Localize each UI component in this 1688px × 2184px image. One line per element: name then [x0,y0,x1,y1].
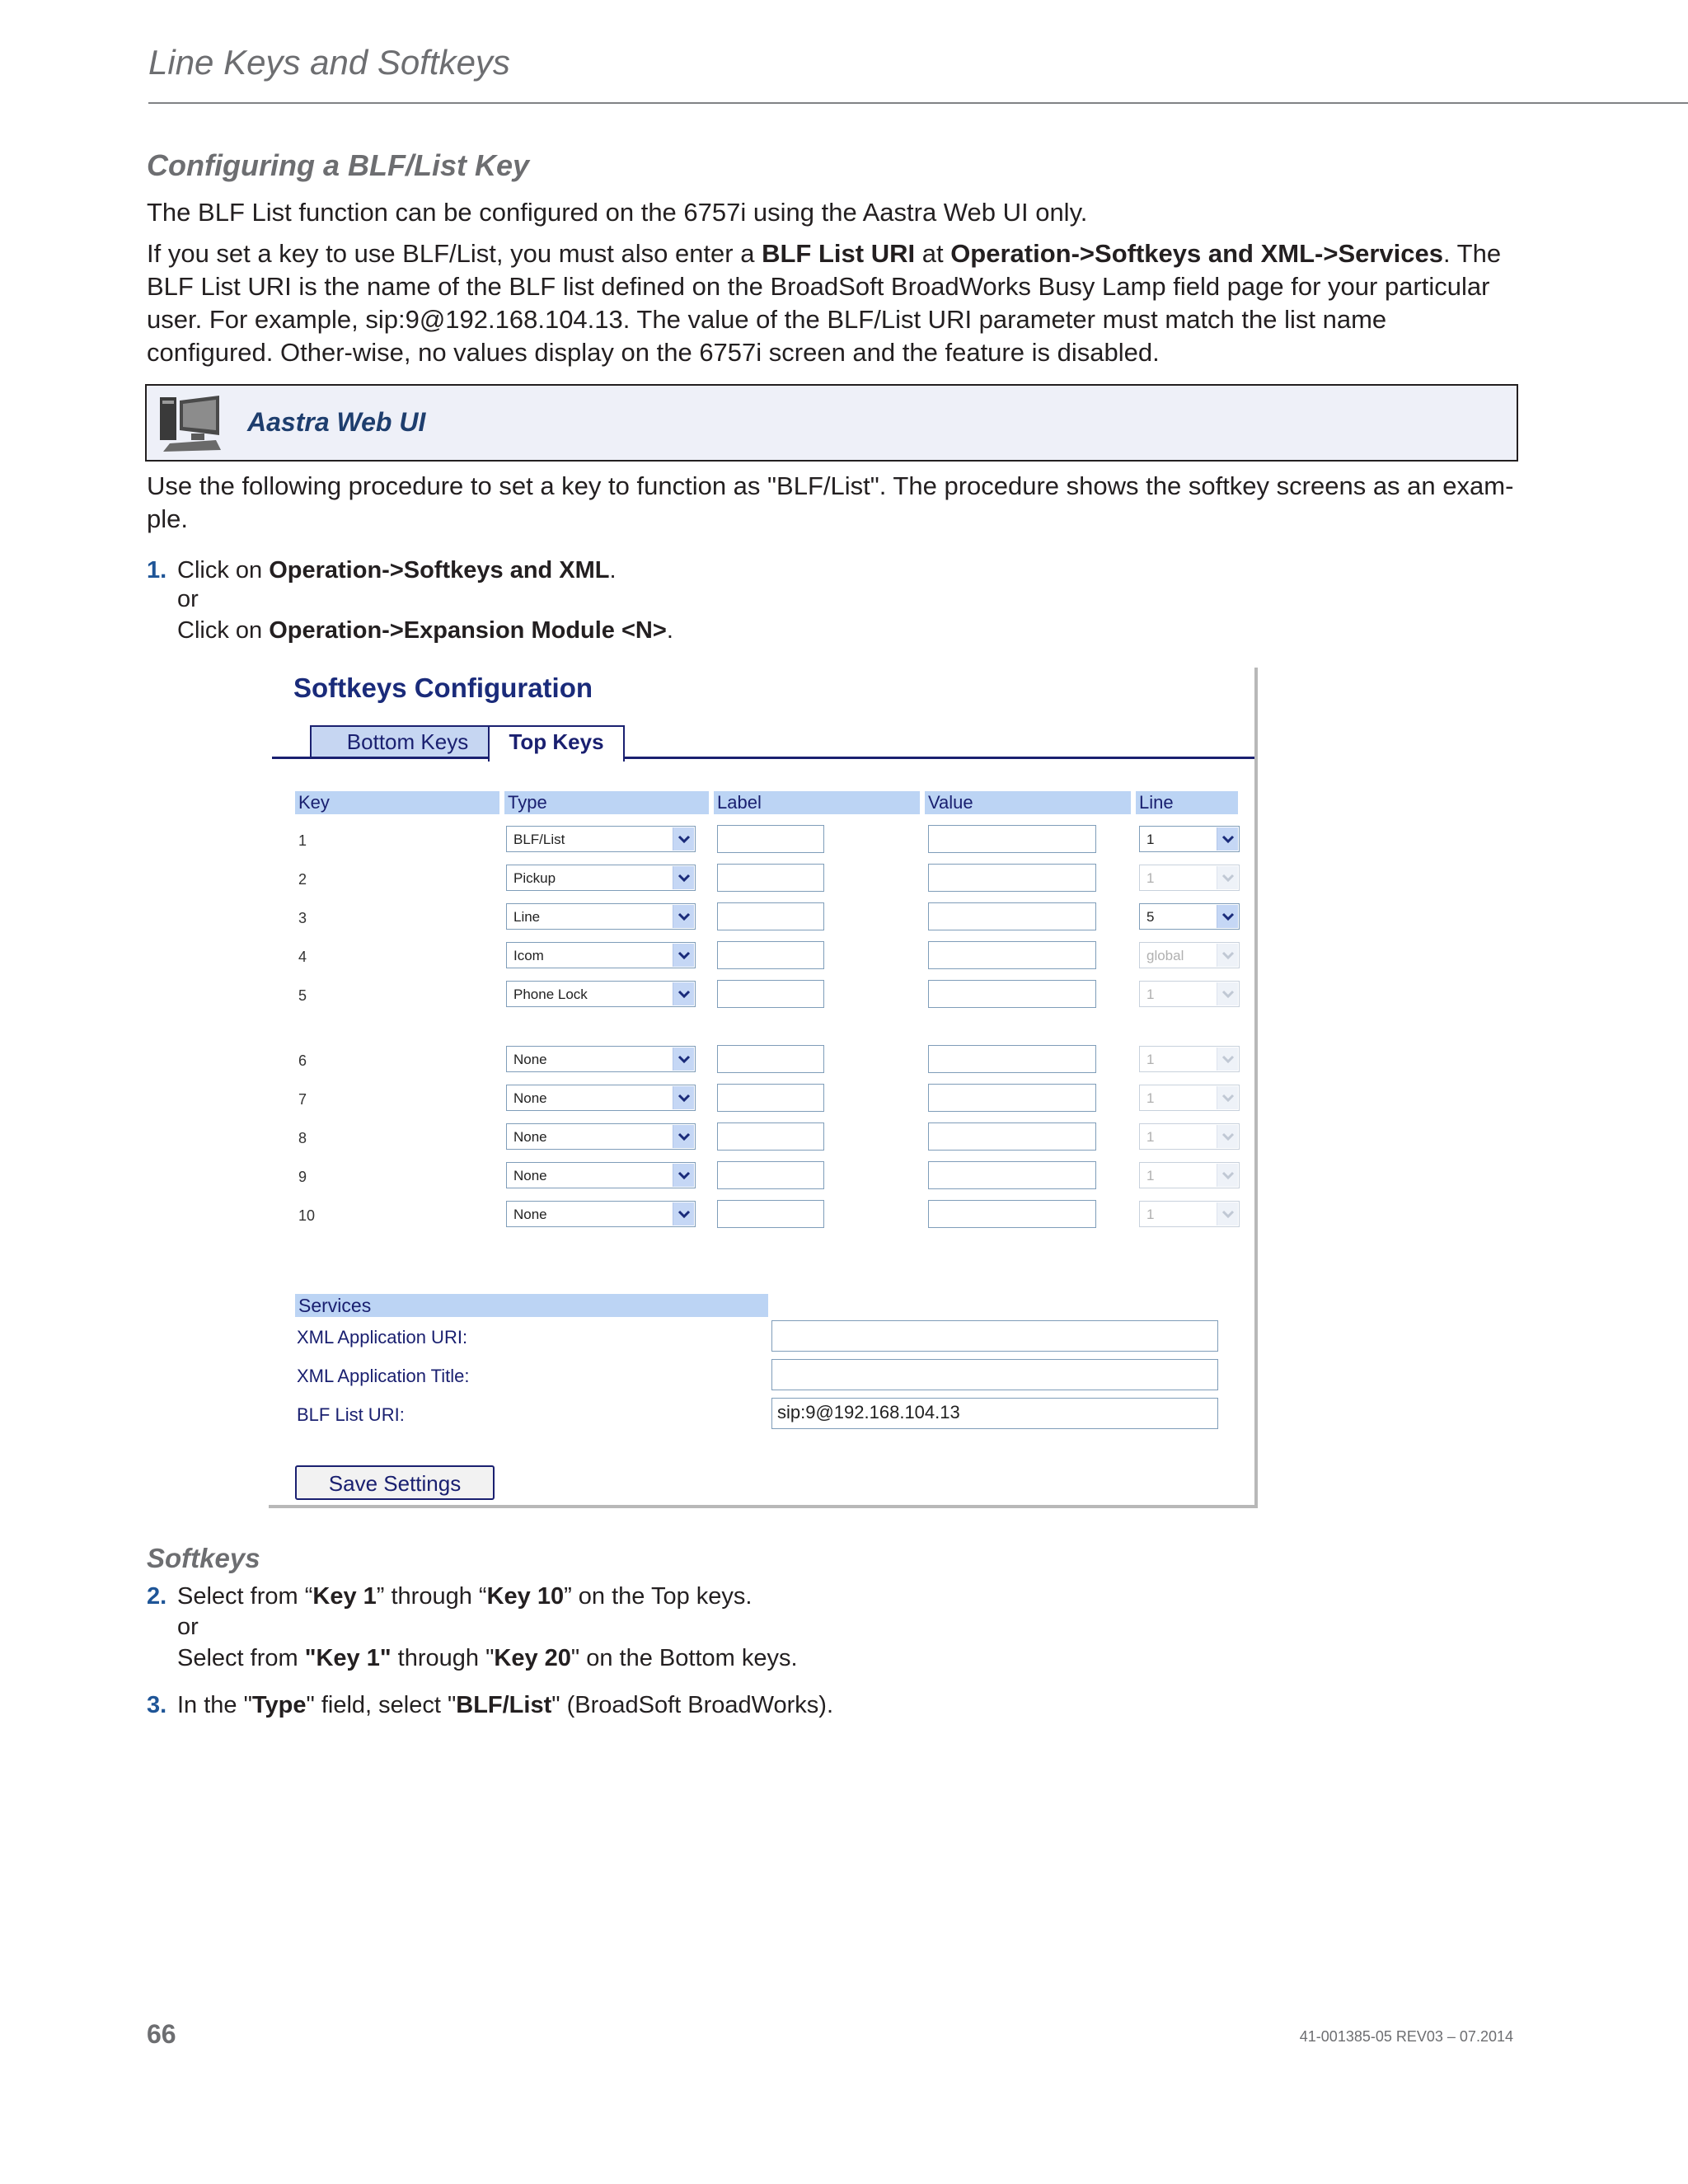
value-input[interactable] [928,980,1096,1008]
key-number: 5 [298,987,307,1004]
step-1-line-1 [177,557,617,584]
intro-paragraph: The BLF List function can be configured on the 6757i using the Aastra Web UI only. [147,198,1088,227]
xml-application-title-label: XML Application Title: [297,1366,470,1386]
procedure-intro: Use the following procedure to set a key to function as "BLF/List". The procedure shows the softkey screens as an exam-ple. [147,471,1514,533]
column-header-key: Key [295,791,499,814]
step-3-line [177,1692,833,1719]
column-header-value: Value [925,791,1131,814]
value-input[interactable] [928,1200,1096,1228]
type-value: Icom [513,948,544,963]
line-select [1139,1123,1240,1150]
type-select[interactable] [506,1123,696,1150]
value-input[interactable] [928,1122,1096,1151]
running-head: Line Keys and Softkeys [148,43,510,82]
type-value: None [513,1129,547,1145]
softkeys-configuration-screenshot [269,668,1258,1508]
key-number: 3 [298,910,307,926]
type-value: Phone Lock [513,987,588,1002]
step-text: " (BroadSoft BroadWorks). [551,1692,834,1718]
type-value: None [513,1052,547,1067]
value-input[interactable] [928,1084,1096,1112]
value-input[interactable] [928,864,1096,892]
type-select[interactable] [506,865,696,891]
xml-application-uri-input[interactable] [771,1320,1218,1352]
tab-top-keys[interactable]: Top Keys [488,725,625,762]
key-number: 2 [298,871,307,888]
column-header-type: Type [504,791,709,814]
step-text: In the " [177,1692,252,1718]
key-number: 4 [298,949,307,965]
chevron-down-icon [673,1125,694,1148]
document-id: 41-001385-05 REV03 – 07.2014 [1299,2028,1513,2045]
chevron-down-icon [673,905,694,928]
line-value: 1 [1146,987,1155,1002]
step-bold: Operation->Softkeys and XML [269,557,610,583]
step-number: 1. [147,557,167,583]
blf-list-uri-input[interactable]: sip:9@192.168.104.13 [771,1398,1218,1429]
computer-icon [158,394,223,453]
step-text: ” on the Top keys. [564,1583,753,1610]
key-number: 8 [298,1130,307,1146]
blf-list-uri-label: BLF List URI: [297,1404,405,1425]
page-number: 66 [147,2019,176,2049]
label-input[interactable] [717,825,824,853]
label-input[interactable] [717,980,824,1008]
line-select [1139,865,1240,891]
web-ui-label: Aastra Web UI [247,407,426,437]
para-bold-menu-path: Operation->Softkeys and XML->Services [950,239,1443,268]
chevron-down-icon [1217,944,1238,967]
type-value: BLF/List [513,832,565,847]
line-value: 1 [1146,1052,1155,1067]
chevron-down-icon [673,1202,694,1226]
label-input[interactable] [717,902,824,930]
value-input[interactable] [928,1045,1096,1073]
step-number: 3. [147,1692,167,1718]
step-bold: Key 10 [486,1583,565,1610]
para-text: at [915,239,951,268]
tabs-rule [272,757,1254,759]
blf-uri-paragraph [147,237,1519,369]
key-number: 10 [298,1207,316,1224]
step-2-or: or [177,1614,199,1640]
type-value: Pickup [513,870,556,886]
step-bold: Key 20 [494,1645,571,1671]
chevron-down-icon [1217,905,1238,928]
type-select[interactable] [506,942,696,968]
label-input[interactable] [717,1200,824,1228]
value-input[interactable] [928,941,1096,969]
step-text: Click on [177,617,270,644]
line-select[interactable] [1139,903,1240,930]
step-bold: "Key 1" [304,1645,392,1671]
section-title: Configuring a BLF/List Key [147,148,529,182]
step-text: " field, select " [306,1692,457,1718]
line-select [1139,981,1240,1007]
key-number: 6 [298,1052,307,1069]
step-text: Click on [177,557,270,583]
para-text: If you set a key to use BLF/List, you must also enter a [147,239,762,268]
chevron-down-icon [673,944,694,967]
key-number: 1 [298,832,307,849]
para-text: . The BLF List URI is the name of the BLF list defined on the BroadSoft BroadWorks Busy Lamp field page for your particular user. For example, sip:9@192.168.104.13. The value of the BLF/List URI parameter must match the list name configured. Other-wise, no values display on the 6757i screen and the feature is disabled. [147,239,1502,367]
line-select[interactable] [1139,826,1240,852]
line-value: 1 [1146,1129,1155,1145]
type-select[interactable] [506,1085,696,1111]
value-input[interactable] [928,1161,1096,1189]
line-select [1139,1162,1240,1188]
value-input[interactable] [928,825,1096,853]
line-select [1139,1201,1240,1227]
chevron-down-icon [673,827,694,851]
step-text: . [666,617,673,644]
step-bold: Type [251,1692,307,1718]
chevron-down-icon [1217,982,1238,1005]
type-select[interactable] [506,1162,696,1188]
step-text: " on the Bottom keys. [570,1645,798,1671]
xml-application-title-input[interactable] [771,1359,1218,1390]
label-input[interactable] [717,1161,824,1189]
step-1-line-3 [177,617,673,644]
step-number: 2. [147,1583,167,1610]
tab-bottom-keys[interactable]: Bottom Keys [310,725,505,758]
line-value: 1 [1146,1207,1155,1222]
type-select[interactable] [506,903,696,930]
type-select[interactable] [506,1201,696,1227]
chevron-down-icon [673,1047,694,1071]
chevron-down-icon [1217,1047,1238,1071]
column-header-line: Line [1136,791,1238,814]
softkeys-heading: Softkeys [147,1543,260,1573]
type-select[interactable] [506,981,696,1007]
chevron-down-icon [673,1086,694,1109]
label-input[interactable] [717,1045,824,1073]
chevron-down-icon [1217,1125,1238,1148]
chevron-down-icon [1217,1164,1238,1187]
line-select [1139,1046,1240,1072]
step-2-line-3 [177,1645,798,1672]
header-rule [148,102,1688,104]
chevron-down-icon [673,1164,694,1187]
line-select [1139,942,1240,968]
step-1-or: or [177,586,199,612]
line-value: 1 [1146,832,1155,847]
step-text: Select from [177,1645,305,1671]
chevron-down-icon [673,982,694,1005]
column-header-label: Label [714,791,920,814]
save-settings-button[interactable]: Save Settings [295,1465,495,1500]
softkeys-configuration-title: Softkeys Configuration [293,673,593,703]
label-input[interactable] [717,864,824,892]
line-select [1139,1085,1240,1111]
step-2-line-1 [177,1583,752,1610]
line-value: 1 [1146,1168,1155,1183]
step-text: Select from “ [177,1583,313,1610]
chevron-down-icon [673,866,694,889]
step-text: . [609,557,617,583]
type-select[interactable] [506,1046,696,1072]
key-number: 9 [298,1169,307,1185]
aastra-web-ui-callout [145,384,1518,462]
step-bold: Key 1 [312,1583,377,1610]
type-value: None [513,1090,547,1106]
type-value: None [513,1168,547,1183]
line-value: 1 [1146,1090,1155,1106]
type-value: Line [513,909,541,925]
chevron-down-icon [1217,866,1238,889]
type-select[interactable] [506,826,696,852]
label-input[interactable] [717,941,824,969]
step-bold: BLF/List [456,1692,552,1718]
para-bold-blf-list-uri: BLF List URI [762,239,916,268]
services-heading: Services [295,1294,768,1317]
label-input[interactable] [717,1084,824,1112]
chevron-down-icon [1217,827,1238,851]
step-text: ” through “ [376,1583,487,1610]
type-value: None [513,1207,547,1222]
chevron-down-icon [1217,1086,1238,1109]
step-bold: Operation->Expansion Module <N> [269,617,667,644]
line-value: global [1146,948,1184,963]
xml-application-uri-label: XML Application URI: [297,1327,468,1347]
line-value: 5 [1146,909,1155,925]
line-value: 1 [1146,870,1155,886]
label-input[interactable] [717,1122,824,1151]
chevron-down-icon [1217,1202,1238,1226]
value-input[interactable] [928,902,1096,930]
key-number: 7 [298,1091,307,1108]
step-text: through " [391,1645,495,1671]
